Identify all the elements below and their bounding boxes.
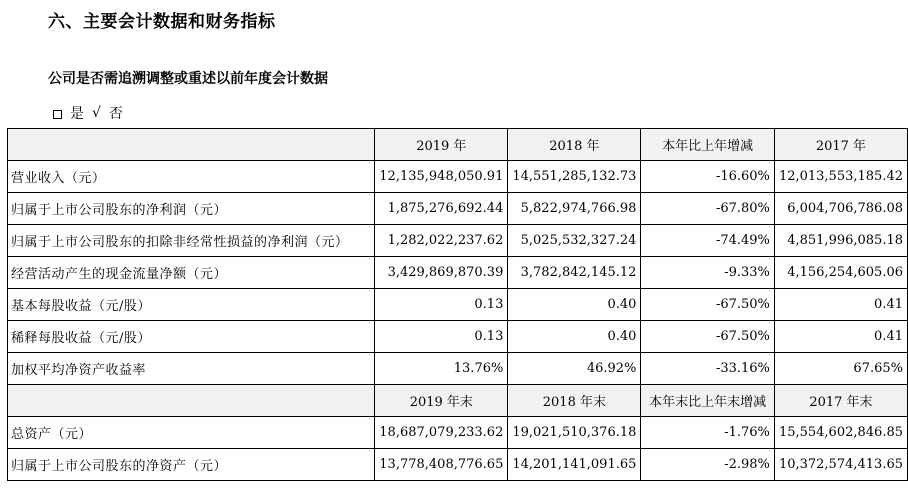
table-row: [8, 161, 908, 193]
value-2017: 6,004,706,786.08: [774, 193, 907, 225]
value-2018: 5,025,532,327.24: [508, 225, 641, 257]
row-label: 稀释每股收益（元/股）: [8, 321, 375, 353]
value-2017: 15,554,602,846.85: [774, 417, 907, 449]
table-header-row: [8, 129, 908, 161]
value-2018: 46.92%: [508, 353, 641, 385]
value-2019: 3,429,869,870.39: [375, 257, 508, 289]
table-row: [8, 353, 908, 385]
checkbox-icon: [53, 110, 62, 119]
financial-indicators-table: [7, 128, 908, 481]
value-change: -74.49%: [641, 225, 775, 257]
value-2018: 5,822,974,766.98: [508, 193, 641, 225]
value-change: -1.76%: [641, 417, 775, 449]
option-yes-label: 是: [70, 106, 84, 122]
subheader-cell-change: 本年末比上年末增减: [641, 385, 775, 417]
value-2017: 67.65%: [774, 353, 907, 385]
row-label: 总资产（元）: [8, 417, 375, 449]
header-cell-empty: [8, 129, 375, 161]
value-change: -67.50%: [641, 321, 775, 353]
table-row: [8, 225, 908, 257]
value-change: -33.16%: [641, 353, 775, 385]
value-2018: 14,551,285,132.73: [508, 161, 641, 193]
row-label: 营业收入（元）: [8, 161, 375, 193]
checked-mark-icon: √: [92, 105, 101, 121]
value-2017: 10,372,574,413.65: [774, 449, 907, 481]
value-change: -67.50%: [641, 289, 775, 321]
section-title: 六、主要会计数据和财务指标: [48, 12, 276, 32]
value-2018: 3,782,842,145.12: [508, 257, 641, 289]
value-2019: 18,687,079,233.62: [375, 417, 508, 449]
value-2017: 12,013,553,185.42: [774, 161, 907, 193]
value-2017: 4,156,254,605.06: [774, 257, 907, 289]
option-no-label: 否: [108, 106, 123, 122]
value-2019: 0.13: [375, 289, 508, 321]
row-label: 归属于上市公司股东的净资产（元）: [8, 449, 375, 481]
value-change: -67.80%: [641, 193, 775, 225]
subheader-cell-2017-end: 2017 年末: [774, 385, 907, 417]
table-row: [8, 193, 908, 225]
row-label: 加权平均净资产收益率: [8, 353, 375, 385]
value-2019: 13,778,408,776.65: [375, 449, 508, 481]
header-cell-2017: 2017 年: [774, 129, 907, 161]
value-change: -9.33%: [641, 257, 775, 289]
header-cell-2018: 2018 年: [508, 129, 641, 161]
subheader-cell-2019-end: 2019 年末: [375, 385, 508, 417]
restatement-options: [53, 103, 123, 123]
header-cell-2019: 2019 年: [375, 129, 508, 161]
value-2018: 19,021,510,376.18: [508, 417, 641, 449]
row-label: 归属于上市公司股东的净利润（元）: [8, 193, 375, 225]
value-2018: 0.40: [508, 321, 641, 353]
row-label: 归属于上市公司股东的扣除非经常性损益的净利润（元）: [8, 225, 375, 257]
header-cell-change: 本年比上年增减: [641, 129, 775, 161]
value-2018: 14,201,141,091.65: [508, 449, 641, 481]
value-2018: 0.40: [508, 289, 641, 321]
restatement-question: 公司是否需追溯调整或重述以前年度会计数据: [48, 71, 328, 87]
value-2017: 0.41: [774, 321, 907, 353]
row-label: 经营活动产生的现金流量净额（元）: [8, 257, 375, 289]
value-2019: 1,282,022,237.62: [375, 225, 508, 257]
value-change: -16.60%: [641, 161, 775, 193]
value-2017: 0.41: [774, 289, 907, 321]
subheader-cell-2018-end: 2018 年末: [508, 385, 641, 417]
table-row: [8, 321, 908, 353]
value-2019: 12,135,948,050.91: [375, 161, 508, 193]
value-2019: 13.76%: [375, 353, 508, 385]
value-2019: 0.13: [375, 321, 508, 353]
table-row: [8, 257, 908, 289]
table-subheader-row: [8, 385, 908, 417]
row-label: 基本每股收益（元/股）: [8, 289, 375, 321]
table-row: [8, 289, 908, 321]
subheader-cell-empty: [8, 385, 375, 417]
table-row: [8, 417, 908, 449]
value-2017: 4,851,996,085.18: [774, 225, 907, 257]
value-2019: 1,875,276,692.44: [375, 193, 508, 225]
table-row: [8, 449, 908, 481]
value-change: -2.98%: [641, 449, 775, 481]
